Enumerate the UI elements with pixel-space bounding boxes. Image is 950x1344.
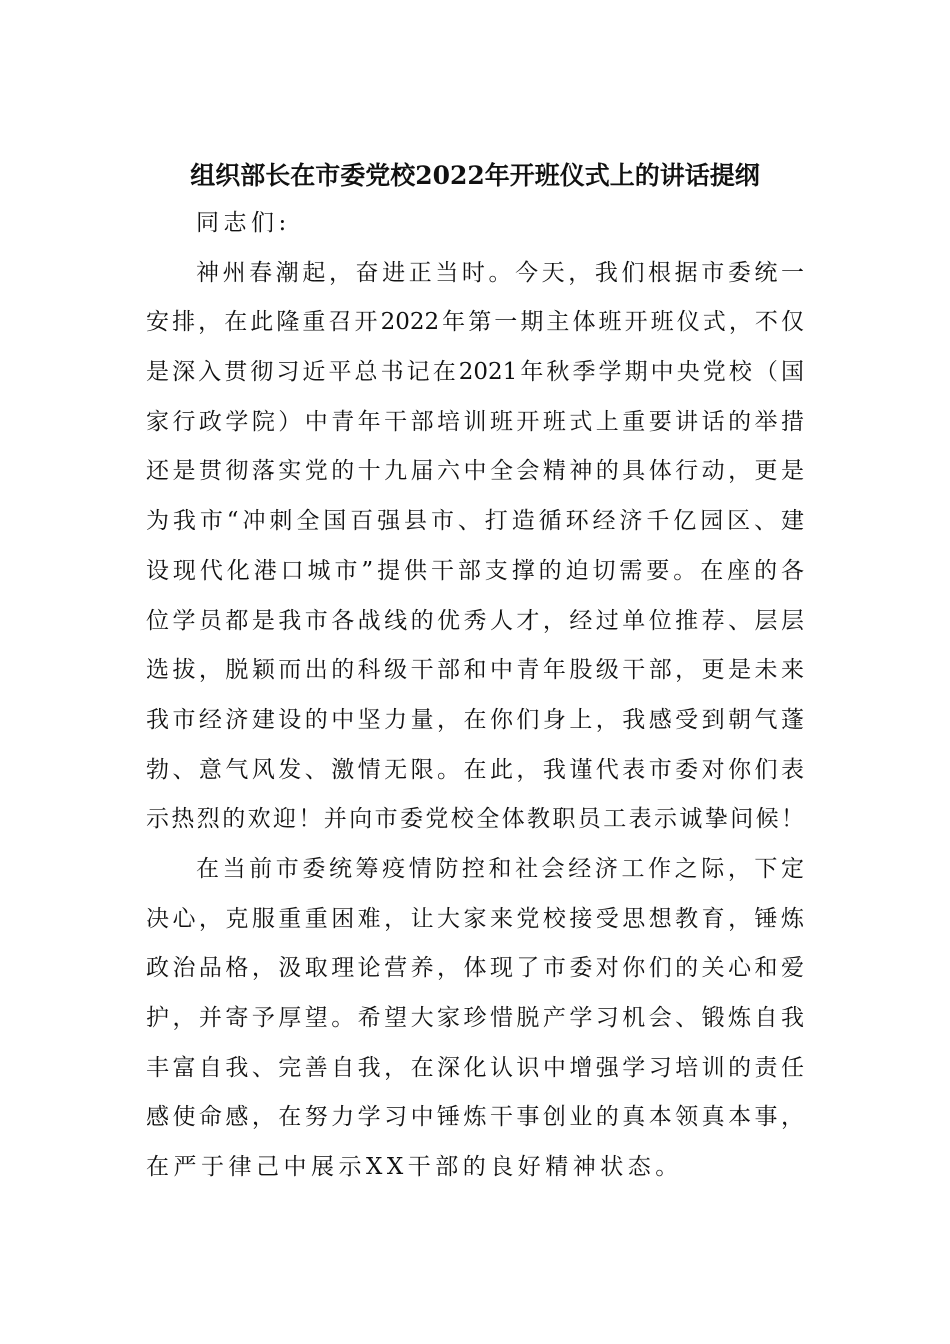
text-line: 决心，克服重重困难，让大家来党校接受思想教育，锤炼: [146, 905, 804, 932]
text-line: 安排，在此隆重召开2022年第一期主体班开班仪式，不仅: [146, 309, 804, 336]
text-line: 勃、意气风发、激情无限。在此，我谨代表市委对你们表: [146, 756, 804, 783]
text-line: 家行政学院）中青年干部培训班开班式上重要讲话的举措: [146, 408, 804, 435]
text-line: 是深入贯彻习近平总书记在2021年秋季学期中央党校（国: [146, 359, 804, 386]
text-line: 选拔，脱颖而出的科级干部和中青年股级干部，更是未来: [146, 657, 804, 684]
paragraph-2: [146, 850, 804, 1198]
text-line: 我市经济建设的中坚力量，在你们身上，我感受到朝气蓬: [146, 706, 804, 733]
text-line: 设现代化港口城市”提供干部支撑的迫切需要。在座的各: [146, 557, 804, 584]
text-line: 护，并寄予厚望。希望大家珍惜脱产学习机会、锻炼自我: [146, 1005, 804, 1031]
salutation: 同志们:: [196, 210, 291, 236]
text-line: 在严于律己中展示XX干部的良好精神状态。: [146, 1154, 683, 1181]
text-line: 丰富自我、完善自我，在深化认识中增强学习培训的责任: [146, 1054, 804, 1081]
text-line: 神州春潮起，奋进正当时。今天，我们根据市委统一: [196, 259, 804, 286]
document-title: 组织部长在市委党校2022年开班仪式上的讲话提纲: [190, 161, 760, 190]
text-line: 感使命感，在努力学习中锤炼干事创业的真本领真本事，: [146, 1104, 804, 1131]
paragraph-1: [146, 254, 804, 850]
text-line: 示热烈的欢迎！并向市委党校全体教职员工表示诚挚问候！: [146, 806, 804, 833]
text-line: 还是贯彻落实党的十九届六中全会精神的具体行动，更是: [146, 458, 804, 485]
text-line: 为我市“冲刺全国百强县市、打造循环经济千亿园区、建: [146, 508, 804, 535]
text-line: 政治品格，汲取理论营养，体现了市委对你们的关心和爱: [146, 955, 804, 982]
text-line: 在当前市委统筹疫情防控和社会经济工作之际，下定: [196, 855, 804, 882]
text-line: 位学员都是我市各战线的优秀人才，经过单位推荐、层层: [146, 607, 804, 634]
document-body: [146, 204, 804, 1198]
